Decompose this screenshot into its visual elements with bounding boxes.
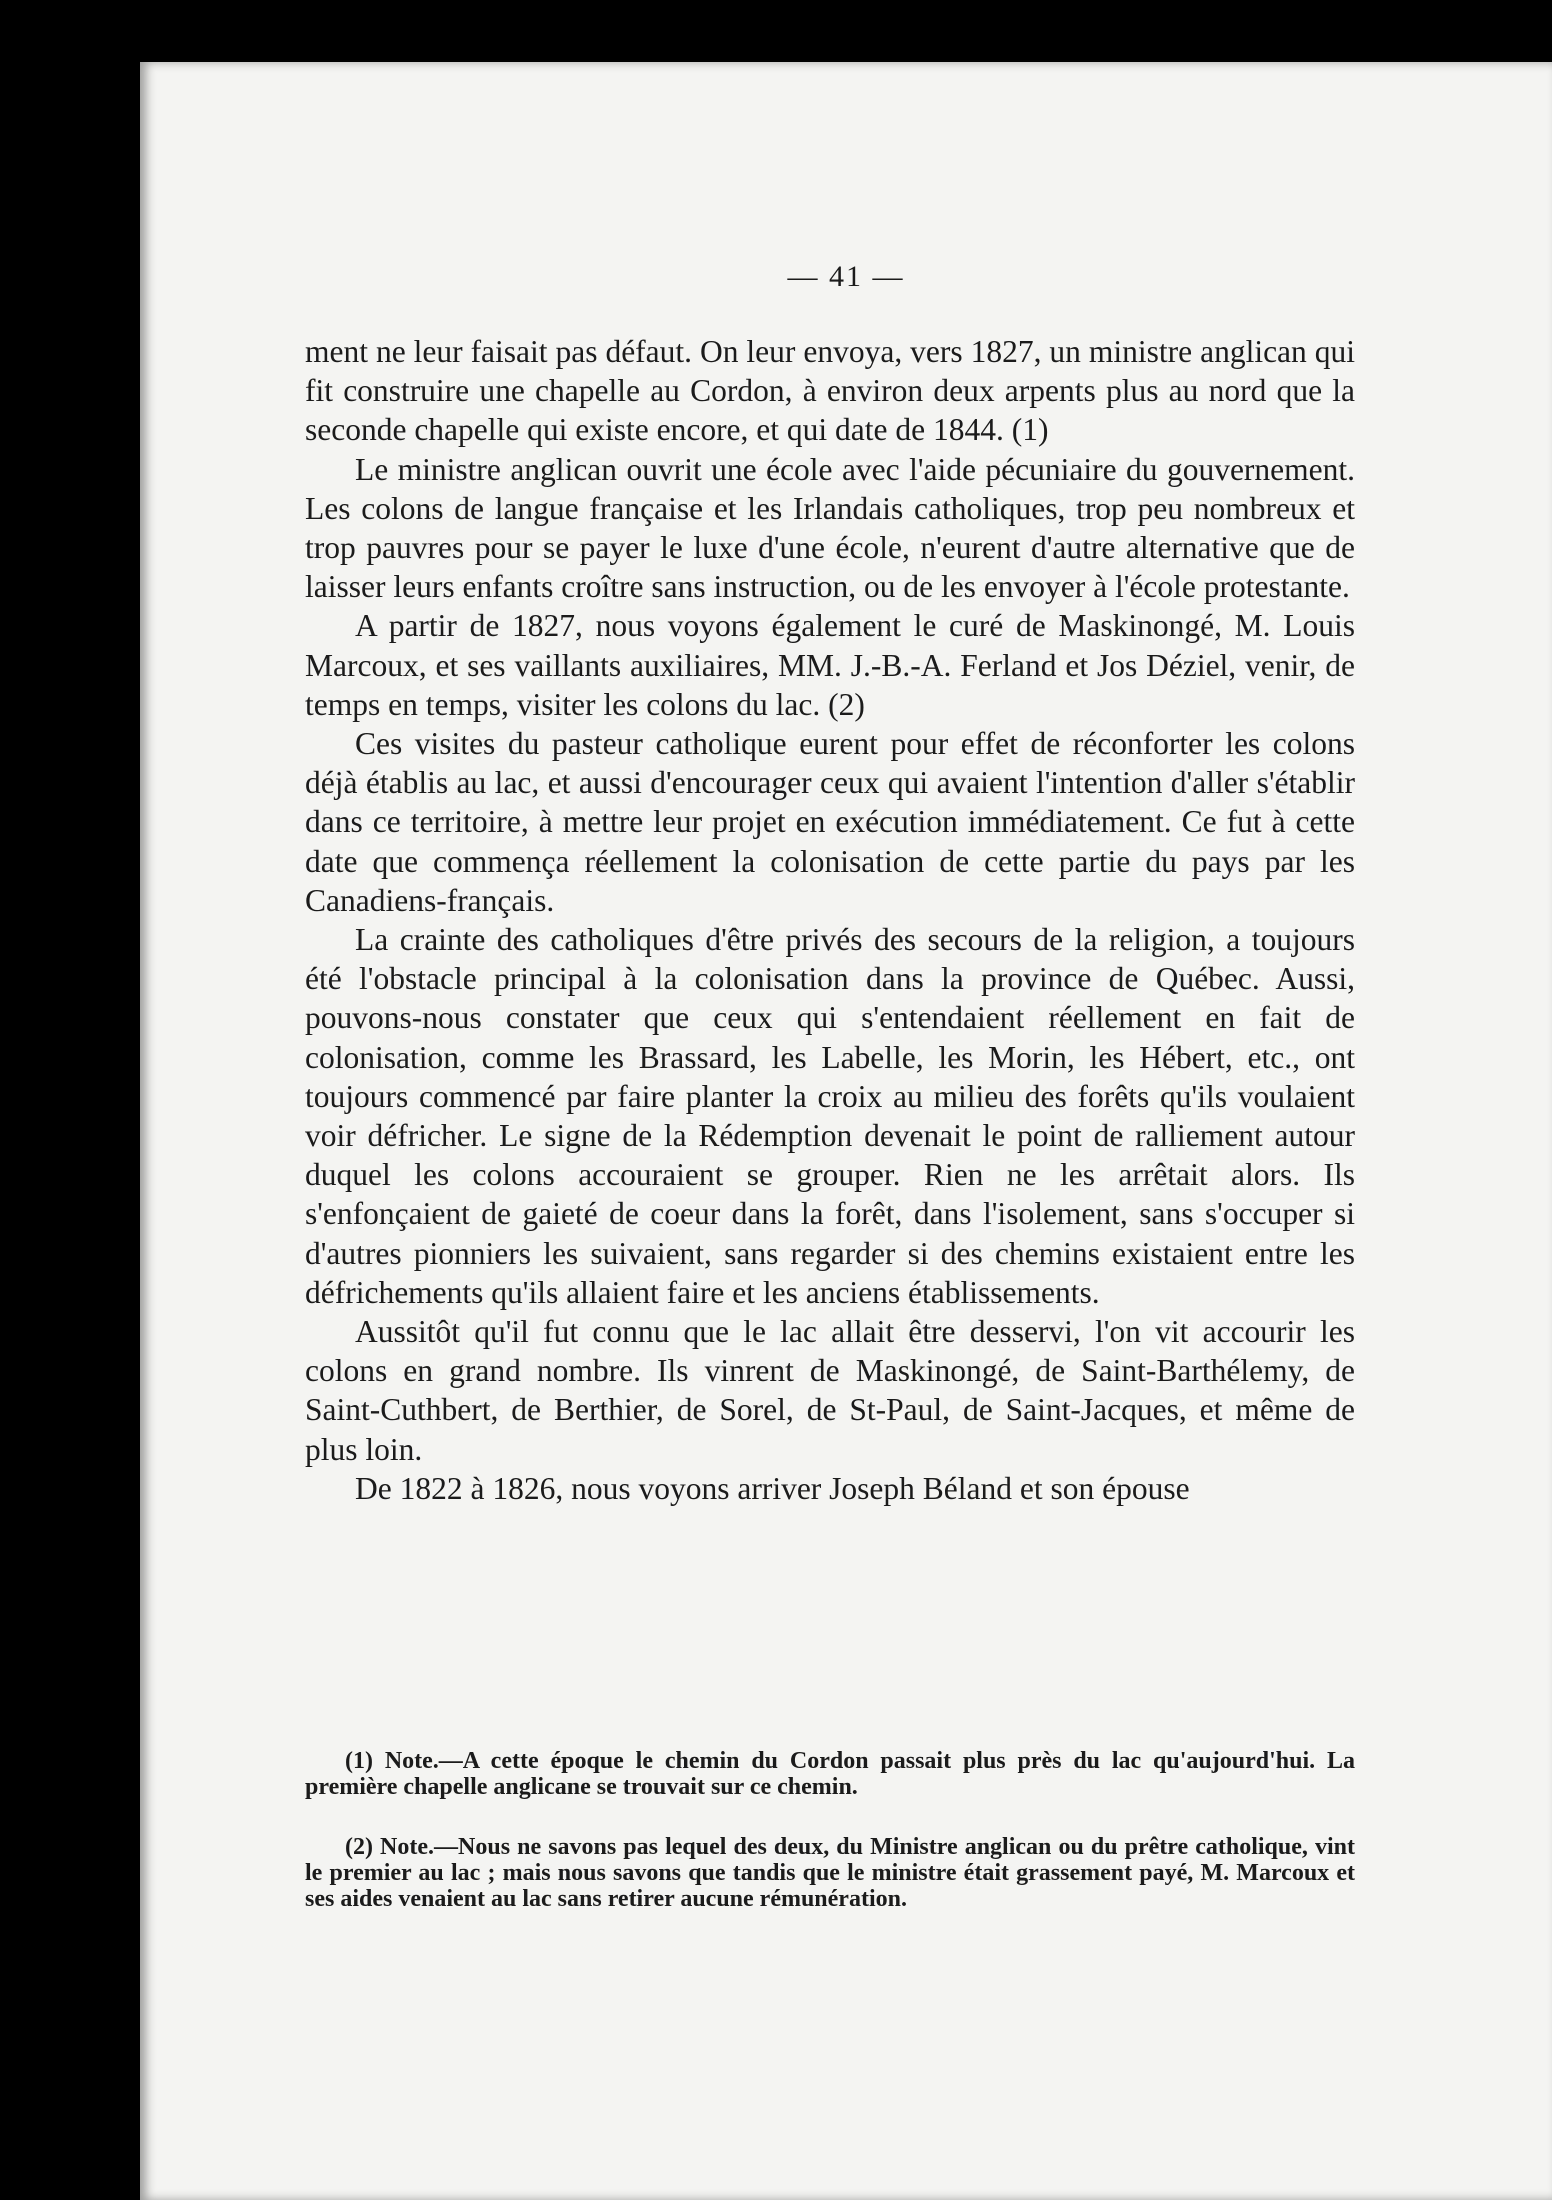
- paragraph-4: Ces visites du pasteur catholique eurent pour effet de réconforter les colons déjà établis au lac, et aussi d'encourager ceux qui avaient l'intention d'aller s'établir dans ce territoire, à mettre leur projet en exécution immédiatement. Ce fut à cette date que commença réellement la colonisation de cette partie du pays par les Canadiens-français.: [305, 726, 1355, 918]
- footnote-2: (2) Note.—Nous ne savons pas lequel des deux, du Ministre anglican ou du prêtre catholique, vint le premier au lac ; mais nous savons que tandis que le ministre était grassement payé, M. Marcoux et ses aides venaient au lac sans retirer aucune rémunération.: [305, 1834, 1355, 1912]
- paragraph-1: ment ne leur faisait pas défaut. On leur envoya, vers 1827, un ministre anglican qui fit construire une chapelle au Cordon, à environ deux arpents plus au nord que la seconde chapelle qui existe encore, et qui date de 1844. (1): [305, 334, 1355, 448]
- paragraph-7: De 1822 à 1826, nous voyons arriver Joseph Béland et son épouse: [355, 1470, 1190, 1506]
- paragraph-3: A partir de 1827, nous voyons également le curé de Maskinongé, M. Louis Marcoux, et ses vaillants auxiliaires, MM. J.-B.-A. Ferland et Jos Déziel, venir, de temps en temps, visiter les colons du lac. (2): [305, 608, 1355, 722]
- paragraph-5: La crainte des catholiques d'être privés des secours de la religion, a toujours été l'obstacle principal à la colonisation dans la province de Québec. Aussi, pouvons-nous constater que ceux qui s'entendaient réellement en fait de colonisation, comme les Brassard, les Labelle, les Morin, les Hébert, etc., ont toujours commencé par faire planter la croix au milieu des forêts qu'ils voulaient voir défricher. Le signe de la Rédemption devenait le point de ralliement autour duquel les colons accouraient se grouper. Rien ne les arrêtait alors. Ils s'enfonçaient de gaieté de coeur dans la forêt, dans l'isolement, sans s'occuper si d'autres pionniers les suivaient, sans regarder si des chemins existaient entre les défrichements qu'ils allaient faire et les anciens établissements.: [305, 922, 1355, 1310]
- scanned-page: [140, 62, 1552, 2200]
- page-number: — 41 —: [787, 260, 905, 293]
- paragraph-2: Le ministre anglican ouvrit une école avec l'aide pécuniaire du gouvernement. Les colons de langue française et les Irlandais catholiques, trop peu nombreux et trop pauvres pour se payer le luxe d'une école, n'eurent d'autre alternative que de laisser leurs enfants croître sans instruction, ou de les envoyer à l'école protestante.: [305, 451, 1355, 605]
- footnote-1: (1) Note.—A cette époque le chemin du Cordon passait plus près du lac qu'aujourd'hui. La première chapelle anglicane se trouvait sur ce chemin.: [305, 1748, 1355, 1800]
- footnotes: [305, 1748, 1355, 1946]
- paragraph-6: Aussitôt qu'il fut connu que le lac allait être desservi, l'on vit accourir les colons en grand nombre. Ils vinrent de Maskinongé, de Saint-Barthélemy, de Saint-Cuthbert, de Berthier, de Sorel, de St-Paul, de Saint-Jacques, et même de plus loin.: [305, 1314, 1355, 1467]
- body-text: [305, 332, 1355, 1508]
